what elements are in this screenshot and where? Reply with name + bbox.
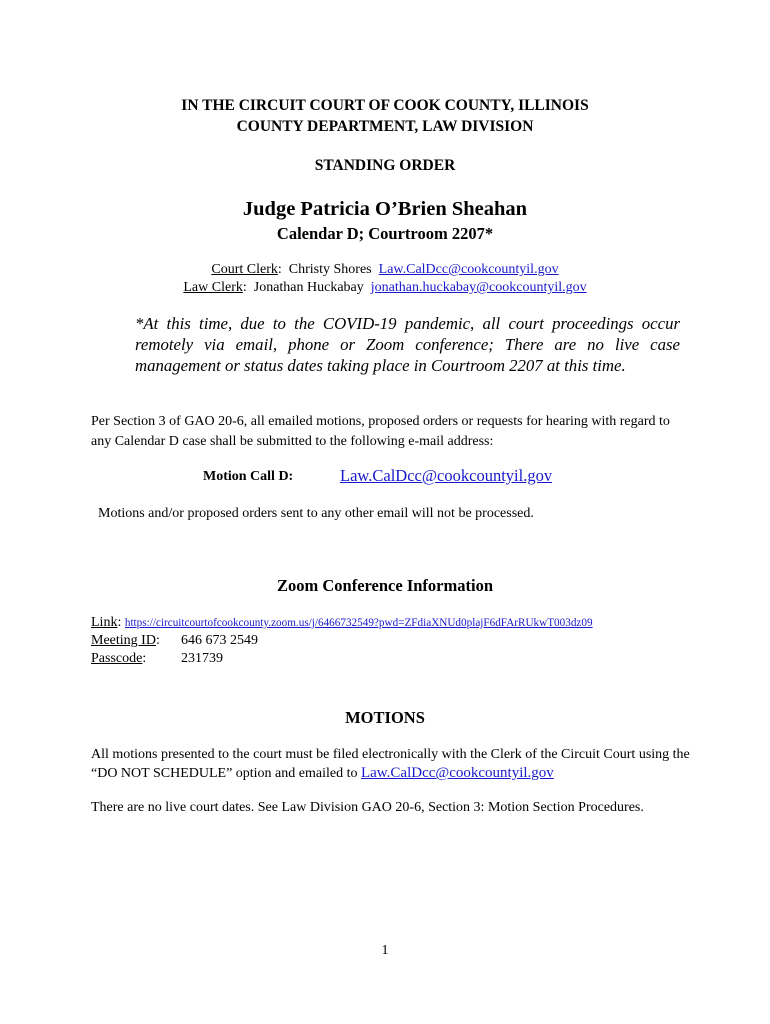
court-clerk-email-link[interactable]: Law.CalDcc@cookcountyil.gov (378, 262, 559, 277)
court-clerk-row (0, 261, 770, 279)
law-clerk-name: : Jonathan Huckabay (242, 280, 371, 295)
motions-heading: MOTIONS (345, 708, 425, 727)
law-clerk-label: Law Clerk (183, 280, 243, 295)
law-clerk-row (0, 279, 770, 297)
court-title-line1: IN THE CIRCUIT COURT OF COOK COUNTY, ILLINOIS (181, 97, 589, 114)
covid-note: *At this time, due to the COVID-19 pandemic, all court proceedings occur remotely via email, phone or Zoom conference; There are no live case management or status dates taking place in Courtroom 2207 at this time. (135, 314, 680, 375)
contacts-block (0, 261, 770, 297)
order-title: STANDING ORDER (314, 157, 456, 174)
motions-text (91, 745, 691, 783)
judge-name: Judge Patricia O’Brien Sheahan (242, 198, 528, 220)
law-clerk-email-link[interactable]: jonathan.huckabay@cookcountyil.gov (370, 280, 587, 295)
zoom-link-row: Link: https://circuitcourtofcookcounty.zoom.us/j/6466732549?pwd=ZFdiaXNUd0plajF6dFArRUkwT003dz09 (91, 615, 593, 630)
calendar-courtroom: Calendar D; Courtroom 2207* (276, 224, 494, 243)
passcode-label: Passcode (91, 651, 143, 666)
email-warning: Motions and/or proposed orders sent to any other email will not be processed. (98, 506, 534, 521)
no-live-dates: There are no live court dates. See Law Division GAO 20-6, Section 3: Motion Section Procedures. (91, 800, 644, 815)
meeting-id-row: Meeting ID: 646 673 2549 (91, 633, 258, 648)
email-submission-intro: Per Section 3 of GAO 20-6, all emailed motions, proposed orders or requests for hearing with regard to any Calendar D case shall be submitted to the following e-mail address: (91, 414, 670, 449)
zoom-info (91, 614, 593, 668)
court-clerk-name: : Christy Shores (277, 262, 379, 277)
motion-call-label: Motion Call D: (203, 469, 294, 484)
court-clerk-label: Court Clerk (211, 262, 278, 277)
zoom-link-label: Link (91, 615, 118, 630)
page-number: 1 (381, 943, 389, 958)
motions-text-body: All motions presented to the court must be filed electronically with the Clerk of the Circuit Court using the “DO NOT SCHEDULE” option and emailed to (91, 747, 690, 781)
zoom-link[interactable]: https://circuitcourtofcookcounty.zoom.us/j/6466732549?pwd=ZFdiaXNUd0plajF6dFArRUkwT003dz09 (124, 617, 593, 629)
motions-email-link[interactable]: Law.CalDcc@cookcountyil.gov (360, 765, 554, 781)
meeting-id-value: 646 673 2549 (181, 633, 258, 648)
motion-call-email-link[interactable]: Law.CalDcc@cookcountyil.gov (340, 466, 553, 485)
court-title (0, 95, 770, 137)
passcode-value: 231739 (181, 651, 223, 666)
passcode-row: Passcode: 231739 (91, 651, 223, 666)
zoom-heading: Zoom Conference Information (277, 576, 493, 595)
meeting-id-label: Meeting ID (91, 633, 156, 648)
court-title-line2: COUNTY DEPARTMENT, LAW DIVISION (236, 118, 534, 135)
